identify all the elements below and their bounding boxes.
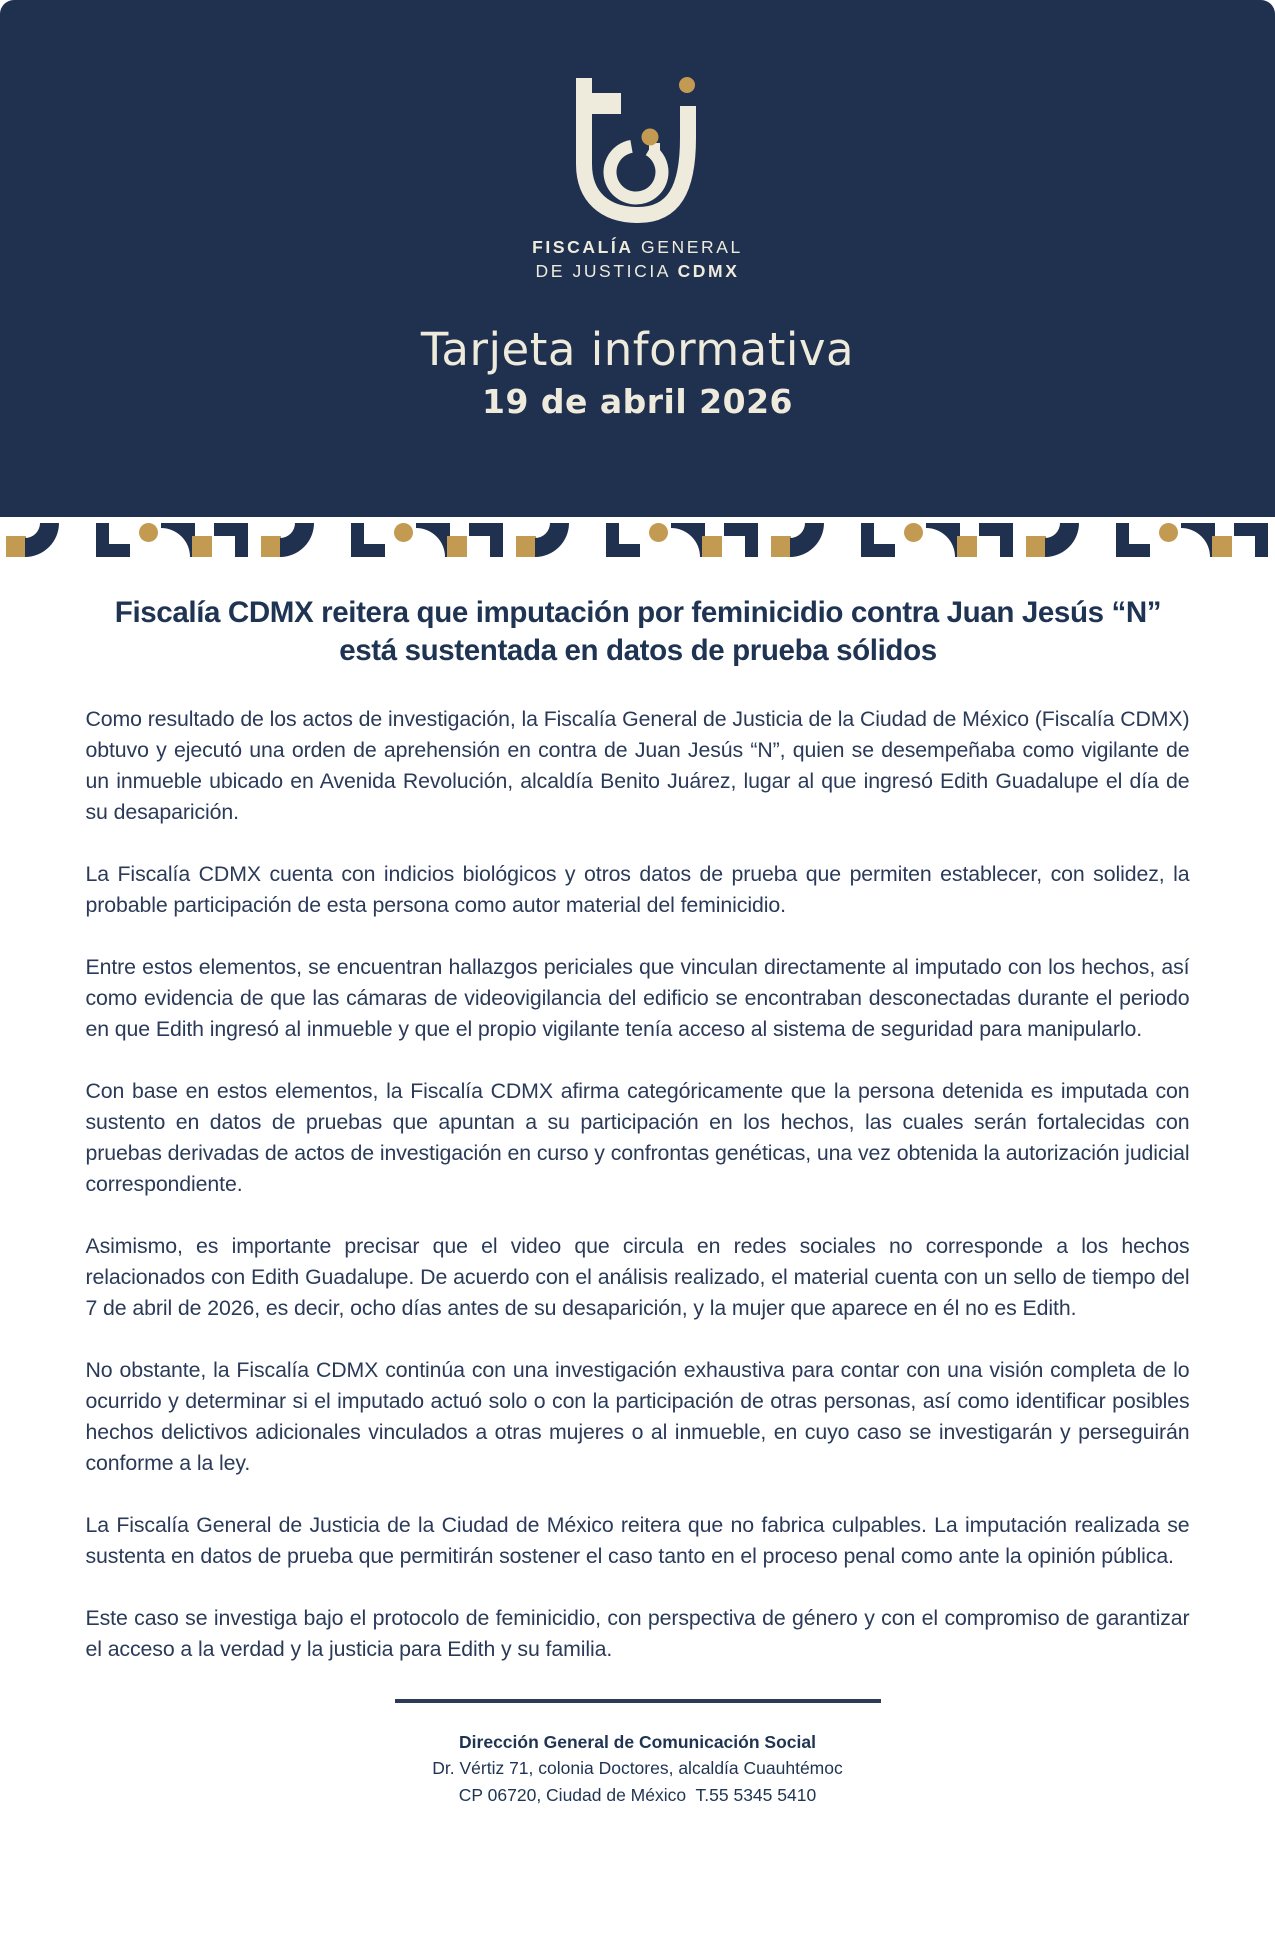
gold-dot-icon	[394, 523, 413, 542]
footer-divider	[395, 1699, 881, 1703]
article-body	[86, 594, 1190, 1665]
corner-l-icon	[351, 523, 385, 557]
pattern-unit	[255, 522, 510, 558]
quarter-swoosh-icon	[1045, 523, 1079, 557]
gold-square-icon	[1026, 536, 1046, 557]
body-paragraph: Con base en estos elementos, la Fiscalía CDMX afirma categóricamente que la persona detenida es imputada con sustento en datos de pruebas que apuntan a su participación en los hechos, las cuales serán fortalecidas con pruebas derivadas de actos de investigación en curso y confrontas genéticas, una vez obtenida la autorización judicial correspondiente.	[85, 1079, 1190, 1197]
corner-l-icon	[1116, 523, 1150, 557]
corner-seven-icon	[214, 523, 248, 557]
gold-square-icon	[261, 536, 281, 557]
quarter-swoosh-icon	[535, 523, 569, 557]
gold-square-icon	[957, 536, 977, 557]
body-paragraph: No obstante, la Fiscalía CDMX continúa con una investigación exhaustiva para contar con una visión completa de lo ocurrido y determinar si el imputado actuó solo o con la participación de otras personas, así como identificar posibles hechos delictivos adicionales vinculados a otras mujeres o al inmueble, en cuyo caso se investigarán y perseguirán conforme a la ley.	[85, 1358, 1190, 1476]
quarter-arc-icon	[161, 523, 195, 557]
gold-square-icon	[1212, 536, 1232, 557]
corner-seven-icon	[724, 523, 758, 557]
body-paragraph: Este caso se investiga bajo el protocolo de feminicidio, con perspectiva de género y con el compromiso de garantizar el acceso a la verdad y la justicia para Edith y su familia.	[85, 1606, 1190, 1662]
page-title: Tarjeta informativa	[420, 323, 855, 377]
corner-seven-icon	[469, 523, 503, 557]
body-paragraph: La Fiscalía CDMX cuenta con indicios biológicos y otros datos de prueba que permiten establecer, con solidez, la probable participación de esta persona como autor material del feminicidio.	[85, 862, 1190, 918]
quarter-arc-icon	[1181, 523, 1215, 557]
corner-l-icon	[606, 523, 640, 557]
corner-seven-icon	[979, 523, 1013, 557]
gold-dot-icon	[1159, 523, 1178, 542]
footer-address-line2: CP 06720, Ciudad de México T.55 5345 5410	[458, 1784, 817, 1805]
footer-address-line1: Dr. Vértiz 71, colonia Doctores, alcaldía Cuauhtémoc	[432, 1758, 843, 1779]
pattern-unit	[0, 522, 255, 558]
gold-square-icon	[447, 536, 467, 557]
body-paragraph: Como resultado de los actos de investigación, la Fiscalía General de Justicia de la Ciudad de México (Fiscalía CDMX) obtuvo y ejecutó una orden de aprehensión en contra de Juan Jesús “N”, quien se desempeñaba como vigilante de un inmueble ubicado en Avenida Revolución, alcaldía Benito Juárez, lugar al que ingresó Edith Guadalupe el día de su desaparición.	[85, 707, 1190, 825]
corner-l-icon	[861, 523, 895, 557]
fgj-logo-icon	[574, 76, 702, 226]
quarter-arc-icon	[671, 523, 705, 557]
org-name-line1: FISCALÍA GENERAL	[532, 237, 743, 257]
decorative-pattern-band	[0, 522, 1275, 558]
pattern-unit	[765, 522, 1020, 558]
gold-square-icon	[702, 536, 722, 557]
quarter-swoosh-icon	[280, 523, 314, 557]
body-paragraph: Asimismo, es importante precisar que el video que circula en redes sociales no corresponde a los hechos relacionados con Edith Guadalupe. De acuerdo con el análisis realizado, el material cuenta con un sello de tiempo del 7 de abril de 2026, es decir, ocho días antes de su desaparición, y la mujer que aparece en él no es Edith.	[85, 1234, 1190, 1321]
pattern-unit	[1020, 522, 1275, 558]
quarter-arc-icon	[926, 523, 960, 557]
footer-department: Dirección General de Comunicación Social	[459, 1732, 816, 1753]
footer	[0, 1699, 1275, 1844]
header-banner	[0, 0, 1275, 517]
quarter-swoosh-icon	[790, 523, 824, 557]
gold-dot-icon	[904, 523, 923, 542]
quarter-arc-icon	[416, 523, 450, 557]
body-paragraph: La Fiscalía General de Justicia de la Ciudad de México reitera que no fabrica culpables. La imputación realizada se sustenta en datos de prueba que permitirán sostener el caso tanto en el proceso penal como ante la opinión pública.	[85, 1513, 1190, 1569]
gold-square-icon	[192, 536, 212, 557]
gold-square-icon	[771, 536, 791, 557]
corner-seven-icon	[1234, 523, 1268, 557]
gold-square-icon	[516, 536, 536, 557]
page-date: 19 de abril 2026	[481, 382, 794, 422]
quarter-swoosh-icon	[25, 523, 59, 557]
gold-square-icon	[6, 536, 26, 557]
gold-dot-icon	[139, 523, 158, 542]
body-paragraph: Entre estos elementos, se encuentran hallazgos periciales que vinculan directamente al imputado con los hechos, así como evidencia de que las cámaras de videovigilancia del edificio se encontraban desconectadas durante el periodo en que Edith ingresó al inmueble y que el propio vigilante tenía acceso al sistema de seguridad para manipularlo.	[85, 955, 1190, 1042]
gold-dot-icon	[649, 523, 668, 542]
pattern-unit	[510, 522, 765, 558]
article-headline: Fiscalía CDMX reitera que imputación por feminicidio contra Juan Jesús “N” está sustentada en datos de prueba sólidos	[114, 596, 1161, 668]
org-name-line2: DE JUSTICIA CDMX	[535, 260, 740, 281]
corner-l-icon	[96, 523, 130, 557]
org-name	[532, 236, 743, 283]
